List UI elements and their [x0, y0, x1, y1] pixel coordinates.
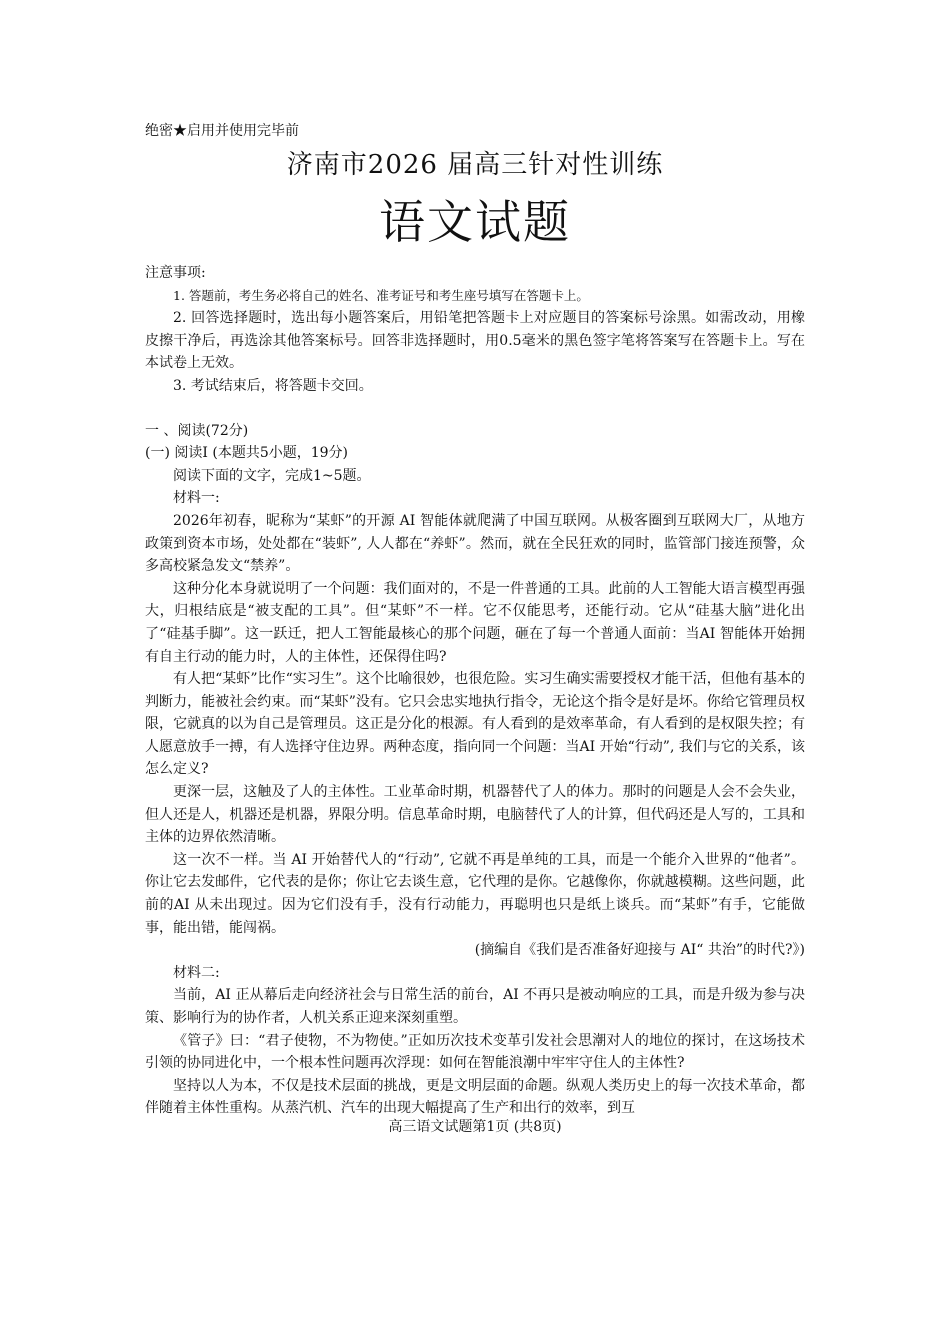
confidential-notice: 绝密★启用并使用完毕前	[145, 123, 299, 139]
material-paragraph: 当前，AI 正从幕后走向经济社会与日常生活的前台，AI 不再只是被动响应的工具，而是升级为参与决策、影响行为的协作者，人机关系正迎来深刻重塑。	[145, 987, 805, 1026]
material-label: 材料一:	[173, 490, 220, 507]
material-paragraph: 2026年初春，昵称为“某虾”的开源 AI 智能体就爬满了中国互联网。从极客圈到互联网大厂，从地方政策到资本市场，处处都在“装虾”, 人人都在“养虾”。然而，就在全民狂欢的同时，监管部门接连预警，众多高校紧急发文“禁养”。	[145, 512, 805, 575]
note-item: 2. 回答选择题时，选出每小题答案后，用铅笔把答题卡上对应题目的答案标号涂黑。如需改动，用橡皮擦干净后，再选涂其他答案标号。回答非选择题时，用0.5毫米的黑色签字笔将答案写在答题卡上。写在本试卷上无效。	[145, 310, 805, 372]
material-source: (摘编自《我们是否准备好迎接与 AI“ 共治”的时代?》)	[474, 942, 805, 959]
material-paragraph: 有人把“某虾”比作“实习生”。这个比喻很妙，也很危险。实习生确实需要授权才能干活，但他有基本的判断力，能被社会约束。而“某虾”没有。它只会忠实地执行指令，无论这个指令是好是坏。你给它管理员权限，它就真的以为自己是管理员。这正是分化的根源。有人看到的是效率革命，有人看到的是权限失控；有人愿意放手一搏，有人选择守住边界。两种态度，指向同一个问题：当AI 开始“行动”, 我们与它的关系，该怎么定义?	[145, 671, 805, 778]
subsection-heading: (一) 阅读Ⅰ (本题共5小题，19分)	[145, 445, 348, 462]
material-paragraph: 《管子》曰：“君子使物，不为物使。”正如历次技术变革引发社会思潮对人的地位的探讨，在这场技术引领的协同进化中，一个根本性问题再次浮现：如何在智能浪潮中牢牢守住人的主体性?	[145, 1032, 805, 1072]
note-item: 3. 考试结束后，将答题卡交回。	[173, 377, 373, 394]
material-paragraph: 这种分化本身就说明了一个问题：我们面对的，不是一件普通的工具。此前的人工智能大语言模型再强大，归根结底是“被支配的工具”。但“某虾”不一样。它不仅能思考，还能行动。它从“硅基大脑”进化出了“硅基手脚”。这一跃迁，把人工智能最核心的那个问题，砸在了每一个普通人面前：当AI 智能体开始拥有自主行动的能力时，人的主体性，还保得住吗?	[145, 580, 805, 665]
subject-title: 语文试题	[379, 195, 571, 249]
material-label: 材料二:	[173, 964, 220, 981]
material-paragraph: 更深一层，这触及了人的主体性。工业革命时期，机器替代了人的体力。那时的问题是人会不会失业，但人还是人，机器还是机器，界限分明。信息革命时期，电脑替代了人的计算，但代码还是人写的，工具和主体的边界依然清晰。	[145, 784, 805, 846]
material-paragraph: 这一次不一样。当 AI 开始替代人的“行动”, 它就不再是单纯的工具，而是一个能介入世界的“他者”。你让它去发邮件，它代表的是你；你让它去谈生意，它代理的是你。它越像你，你就越模糊。这些问题，此前的AI 从未出现过。因为它们没有手，没有行动能力，再聪明也只是纸上谈兵。而“某虾”有手，它能做事，能出错，能闯祸。	[145, 851, 805, 936]
material-paragraph: 坚持以人为本，不仅是技术层面的挑战，更是文明层面的命题。纵观人类历史上的每一次技术革命，都伴随着主体性重构。从蒸汽机、汽车的出现大幅提高了生产和出行的效率，到互	[145, 1077, 805, 1117]
section-heading: 一 、阅读(72分)	[145, 422, 249, 439]
spacer	[145, 398, 805, 420]
exam-content	[145, 262, 805, 1120]
note-item: 1. 答题前，考生务必将自己的姓名、准考证号和考生座号填写在答题卡上。	[173, 287, 589, 303]
reading-instruction: 阅读下面的文字，完成1~5题。	[173, 467, 371, 484]
page-footer: 高三语文试题第1页 (共8页)	[388, 1119, 562, 1135]
exam-title: 济南市2026 届高三针对性训练	[286, 150, 664, 180]
notes-heading: 注意事项:	[145, 265, 206, 281]
